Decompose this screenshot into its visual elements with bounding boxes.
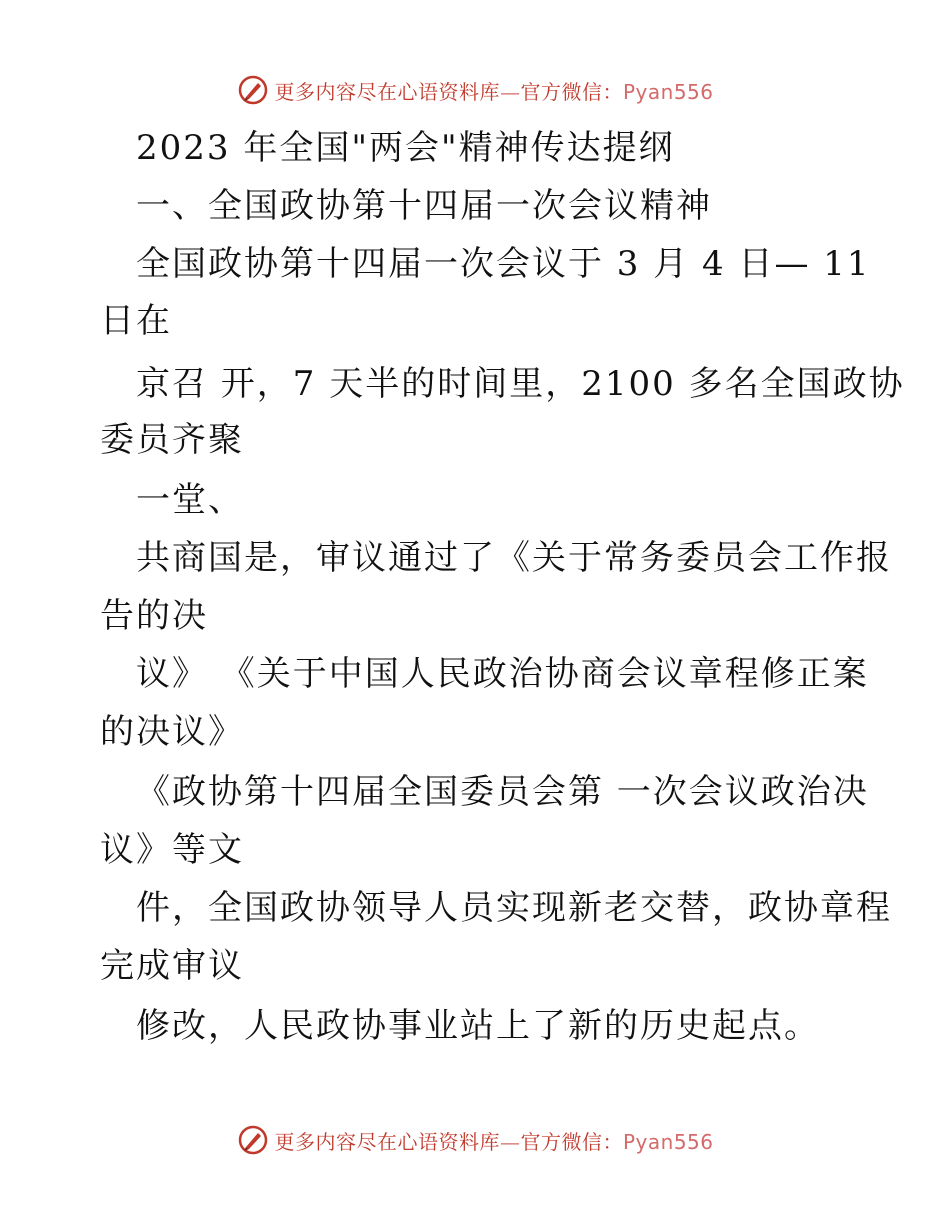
header-banner bbox=[0, 70, 950, 110]
footer-banner-text bbox=[274, 1126, 713, 1155]
paragraph-line: 完成审议 bbox=[100, 946, 244, 986]
banner-dash: — bbox=[499, 79, 521, 104]
paragraph-line: 《政协第十四届全国委员会第 一次会议政治决 bbox=[136, 772, 869, 812]
paragraph-line: 共商国是，审议通过了《关于常务委员会工作报 bbox=[136, 538, 892, 578]
pen-logo-icon bbox=[236, 1123, 270, 1157]
banner-site-name: 更多内容尽在心语资料库 bbox=[274, 79, 500, 104]
pen-logo-icon bbox=[236, 73, 270, 107]
paragraph-line: 件，全国政协领导人员实现新老交替，政协章程 bbox=[136, 888, 892, 928]
banner-dash: — bbox=[499, 1129, 521, 1154]
section-heading: 一、全国政协第十四届一次会议精神 bbox=[136, 186, 712, 226]
banner-wechat-id: Pyan556 bbox=[622, 79, 714, 104]
banner-wechat-label: 官方微信： bbox=[520, 79, 623, 104]
banner-site-name: 更多内容尽在心语资料库 bbox=[274, 1129, 500, 1154]
document-title: 2023 年全国"两会"精神传达提纲 bbox=[136, 128, 675, 168]
paragraph-line: 议》 《关于中国人民政治协商会议章程修正案 bbox=[136, 654, 869, 694]
banner-wechat-id: Pyan556 bbox=[622, 1129, 714, 1154]
paragraph-line: 修改，人民政协事业站上了新的历史起点。 bbox=[136, 1006, 820, 1046]
paragraph-line: 日在 bbox=[100, 301, 172, 341]
banner-wechat-label: 官方微信： bbox=[520, 1129, 623, 1154]
paragraph-line: 的决议》 bbox=[100, 712, 244, 752]
footer-banner bbox=[0, 1120, 950, 1160]
paragraph-line: 委员齐聚 bbox=[100, 420, 244, 460]
paragraph-line: 议》等文 bbox=[100, 830, 244, 870]
paragraph-line: 一堂、 bbox=[136, 480, 244, 520]
paragraph-line: 全国政协第十四届一次会议于 3 月 4 日— 11 bbox=[136, 244, 871, 284]
paragraph-line: 京召 开，7 天半的时间里，2100 多名全国政协 bbox=[136, 364, 905, 404]
paragraph-line: 告的决 bbox=[100, 596, 208, 636]
header-banner-text bbox=[274, 76, 713, 105]
